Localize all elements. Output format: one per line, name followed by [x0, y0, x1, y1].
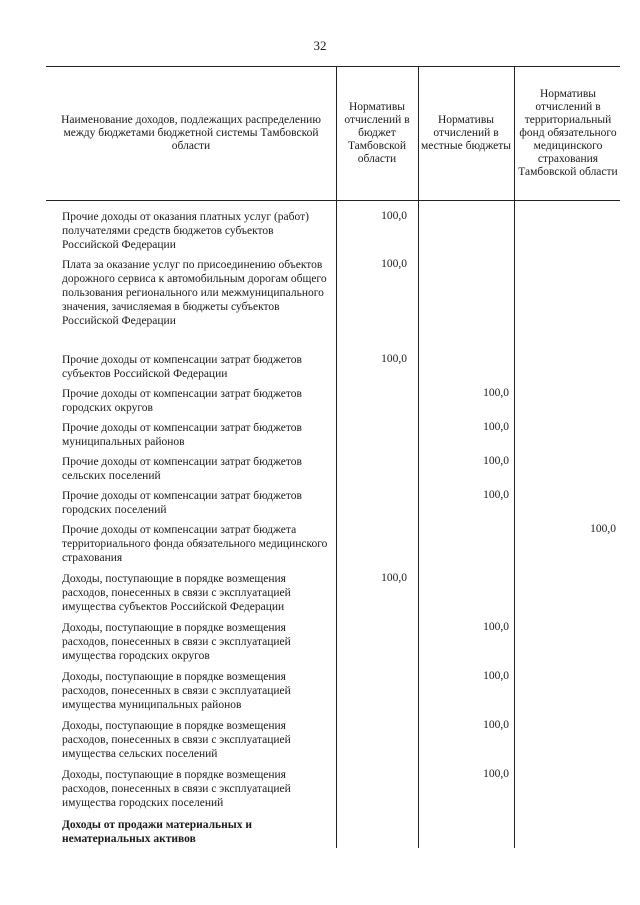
row-name: Плата за оказание услуг по присоединению объектов дорожного сервиса к автомобильным дорогам общего пользования регионального или межмуниципального значения, зачисляемая в бюджеты субъектов Российской Федерации: [62, 259, 327, 327]
column-divider-2: [418, 66, 419, 848]
row-value-local: 100,0: [483, 768, 509, 780]
row-name: Доходы от продажи материальных и нематериальных активов: [62, 819, 252, 845]
row-value-local: 100,0: [483, 489, 509, 501]
row-name: Прочие доходы от компенсации затрат бюджетов городских поселений: [62, 490, 302, 516]
row-name: Прочие доходы от компенсации затрат бюджетов муниципальных районов: [62, 422, 302, 448]
page-number: 32: [313, 38, 327, 53]
header-tfoms-norm: Нормативы отчислений в территориальный фонд обязательного медицинского страхования Тамбовской области: [518, 87, 618, 178]
row-name: Прочие доходы от компенсации затрат бюджета территориального фонда обязательного медицинского страхования: [62, 524, 328, 564]
column-divider-3: [514, 66, 515, 848]
row-name: Доходы, поступающие в порядке возмещения расходов, понесенных в связи с эксплуатацией имущества сельских поселений: [62, 720, 291, 760]
header-regional-norm: Нормативы отчислений в бюджет Тамбовской области: [344, 100, 410, 165]
row-value-regional: 100,0: [381, 258, 407, 270]
row-value-regional: 100,0: [381, 353, 407, 365]
row-value-local: 100,0: [483, 719, 509, 731]
row-name: Доходы, поступающие в порядке возмещения расходов, понесенных в связи с эксплуатацией имущества муниципальных районов: [62, 671, 291, 711]
table-header-border: [46, 200, 620, 201]
header-local-norm: Нормативы отчислений в местные бюджеты: [420, 113, 512, 152]
row-name: Доходы, поступающие в порядке возмещения расходов, понесенных в связи с эксплуатацией имущества городских округов: [62, 622, 291, 662]
row-value-regional: 100,0: [381, 210, 407, 222]
row-value-local: 100,0: [483, 621, 509, 633]
header-income-name: Наименование доходов, подлежащих распределению между бюджетами бюджетной системы Тамбовской области: [61, 113, 321, 152]
row-name: Доходы, поступающие в порядке возмещения расходов, понесенных в связи с эксплуатацией имущества субъектов Российской Федерации: [62, 573, 291, 613]
row-name: Прочие доходы от компенсации затрат бюджетов городских округов: [62, 388, 302, 414]
row-name: Прочие доходы от компенсации затрат бюджетов сельских поселений: [62, 456, 302, 482]
row-value-local: 100,0: [483, 387, 509, 399]
column-divider-1: [336, 66, 337, 848]
row-value-local: 100,0: [483, 421, 509, 433]
row-value-local: 100,0: [483, 670, 509, 682]
row-value-tfoms: 100,0: [590, 523, 616, 535]
row-value-local: 100,0: [483, 455, 509, 467]
row-value-regional: 100,0: [381, 572, 407, 584]
row-name: Доходы, поступающие в порядке возмещения расходов, понесенных в связи с эксплуатацией имущества городских поселений: [62, 769, 291, 809]
row-name: Прочие доходы от компенсации затрат бюджетов субъектов Российской Федерации: [62, 354, 302, 380]
row-name: Прочие доходы от оказания платных услуг (работ) получателями средств бюджетов субъектов Российской Федерации: [62, 211, 309, 251]
